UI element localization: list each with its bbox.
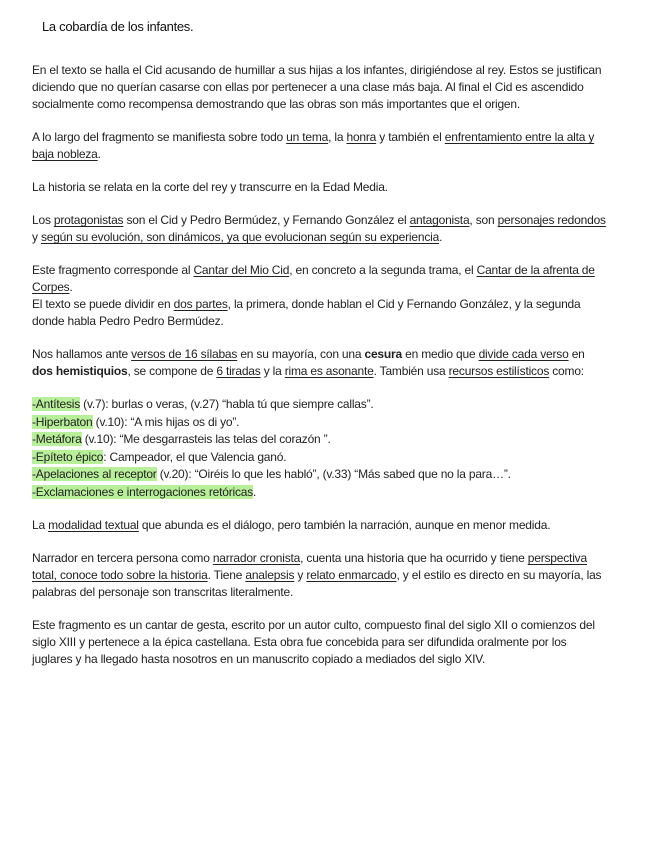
- text-run: A lo largo del fragmento se manifiesta sobre todo: [32, 130, 287, 144]
- text-run: y la: [260, 364, 285, 378]
- document-title: La cobardía de los infantes.: [42, 19, 194, 34]
- paragraph-narrator: [32, 550, 608, 601]
- bold-term: dos hemistiquios: [32, 364, 128, 378]
- bold-term: cesura: [364, 347, 402, 361]
- underlined-term: recursos estilísticos: [448, 364, 550, 378]
- text-run: (v.10): “Me desgarrasteis las telas del corazón ”.: [81, 432, 331, 446]
- list-item: [32, 484, 608, 502]
- text-run: en su mayoría, con una: [237, 347, 365, 361]
- document-body: [32, 62, 608, 684]
- paragraph-metrics: [32, 346, 608, 380]
- text-run: (v.7): burlas o veras, (v.27) “habla tú que siempre callas”.: [80, 397, 374, 411]
- highlighted-term: -Exclamaciones e interrogaciones retóricas: [32, 484, 254, 499]
- underlined-term: protagonistas: [53, 213, 124, 227]
- underlined-term: modalidad textual: [48, 518, 139, 532]
- underlined-term: perspectiva total, conoce todo sobre la historia: [32, 551, 587, 582]
- list-item: [32, 396, 608, 414]
- underlined-term: relato enmarcado: [306, 568, 397, 582]
- paragraph-theme: [32, 129, 608, 163]
- underlined-term: Cantar de la afrenta de Corpes: [32, 263, 595, 294]
- text-run: Este fragmento corresponde al: [32, 263, 194, 277]
- figures-list: [32, 396, 608, 501]
- paragraph-setting: [32, 179, 608, 196]
- underlined-term: Cantar del Mio Cid: [193, 263, 290, 277]
- text-run: , en concreto a la segunda trama, el: [289, 263, 477, 277]
- text-run: , cuenta una historia que ha ocurrido y tiene: [300, 551, 528, 565]
- paragraph-characters: [32, 212, 608, 246]
- underlined-term: antagonista: [409, 213, 470, 227]
- underlined-term: un tema: [286, 130, 329, 144]
- list-item: [32, 414, 608, 432]
- underlined-term: rima es asonante: [284, 364, 374, 378]
- underlined-term: dos partes: [173, 297, 228, 311]
- text-run: .: [253, 484, 257, 499]
- text-run: y: [32, 230, 41, 244]
- paragraph-summary: [32, 62, 608, 113]
- text-run: que abunda es el diálogo, pero también la narración, aunque en menor medida.: [138, 518, 551, 532]
- setting-text: La historia se relata en la corte del rey y transcurre en la Edad Media.: [32, 180, 388, 194]
- text-run: La: [32, 518, 49, 532]
- paragraph-structure: [32, 262, 608, 330]
- underlined-term: personajes redondos: [497, 213, 606, 227]
- text-run: : Campeador, el que Valencia ganó.: [103, 449, 287, 464]
- underlined-term: enfrentamiento entre la alta y baja nobleza: [32, 130, 595, 161]
- paragraph-context: [32, 617, 608, 668]
- highlighted-term: -Epíteto épico: [32, 449, 104, 464]
- text-run: Narrador en tercera persona como: [32, 551, 213, 565]
- text-run: , se compone de: [127, 364, 217, 378]
- underlined-term: versos de 16 sílabas: [131, 347, 238, 361]
- underlined-term: según su evolución, son dinámicos, ya que evolucionan según su experiencia: [40, 230, 440, 244]
- highlighted-term: -Metáfora: [32, 432, 82, 446]
- underlined-term: divide cada verso: [478, 347, 569, 361]
- text-run: y: [294, 568, 307, 582]
- text-run: .: [439, 230, 443, 244]
- highlighted-term: -Antítesis: [32, 397, 81, 411]
- summary-text: En el texto se halla el Cid acusando de humillar a sus hijas a los infantes, dirigiéndose al rey. Estos se justifican diciendo que no querían casarse con ellas por pertenecer a una clase más baja. Al final el Cid es ascendido socialmente como recompensa demostrando que las obras son más importantes que el origen.: [32, 63, 602, 111]
- paragraph-modality: [32, 517, 608, 534]
- text-run: son el Cid y Pedro Bermúdez, y Fernando González el: [123, 213, 410, 227]
- text-run: .: [97, 147, 101, 161]
- text-run: (v.20): “Oiréis lo que les habló”, (v.33) “Más sabed que no la para…”.: [156, 467, 511, 481]
- text-run: y también el: [376, 130, 445, 144]
- text-run: , son: [469, 213, 498, 227]
- text-run: El texto se puede dividir en: [32, 297, 174, 311]
- text-run: , y el estilo es directo en su mayoría, las palabras del personaje son transcritas literalmente.: [32, 568, 602, 599]
- underlined-term: analepsis: [245, 568, 295, 582]
- text-run: . Tiene: [207, 568, 246, 582]
- context-text: Este fragmento es un cantar de gesta, escrito por un autor culto, compuesto final del siglo XII o comienzos del siglo XIII y pertenece a la épica castellana. Esta obra fue concebida para ser difundida oralmente por los juglares y ha llegado hasta nosotros en un manuscrito copiado a mediados del siglo XIV.: [32, 618, 595, 666]
- text-run: Nos hallamos ante: [32, 347, 132, 361]
- text-run: como:: [549, 364, 584, 378]
- list-item: [32, 466, 608, 484]
- text-run: . También usa: [373, 364, 449, 378]
- text-run: , la primera, donde hablan el Cid y Fernando González, y la segunda donde habla Pedro Pedro Bermúdez.: [32, 297, 581, 328]
- highlighted-term: -Apelaciones al receptor: [32, 467, 157, 481]
- underlined-term: narrador cronista: [212, 551, 301, 565]
- highlighted-term: -Hiperbaton: [32, 414, 93, 429]
- underlined-term: honra: [346, 130, 377, 144]
- text-run: , la: [328, 130, 347, 144]
- text-run: Los: [32, 213, 54, 227]
- text-run: en: [568, 347, 585, 361]
- text-run: .: [69, 280, 73, 294]
- underlined-term: 6 tiradas: [216, 364, 261, 378]
- text-run: en medio que: [401, 347, 479, 361]
- text-run: (v.10): “A mis hijas os di yo”.: [92, 414, 240, 429]
- list-item: [32, 449, 608, 467]
- list-item: [32, 431, 608, 449]
